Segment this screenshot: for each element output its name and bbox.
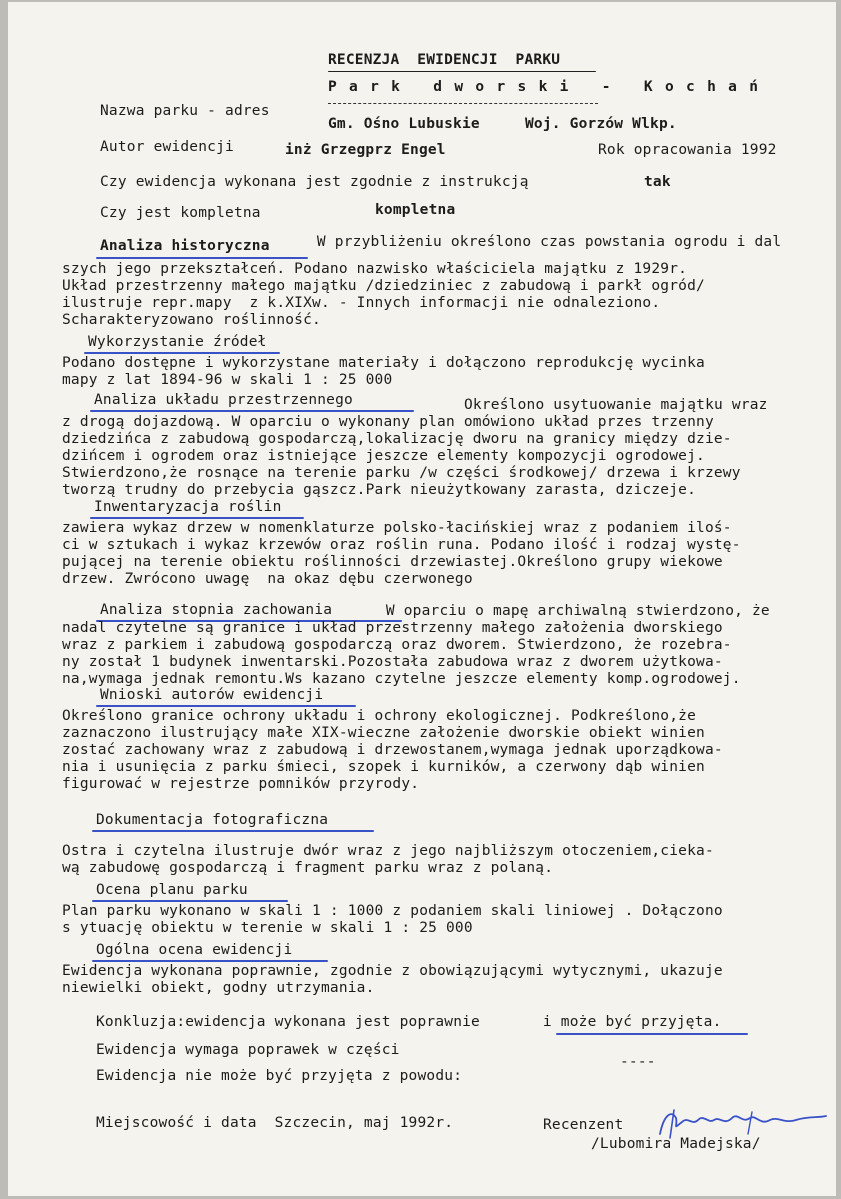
- text-line: Plan parku wykonano w skali 1 : 1000 z podaniem skali liniowej . Dołączono: [62, 903, 723, 919]
- text-line: dzińcem i ogrodem oraz istniejące jeszcze elementy kompozycji ogrodowej.: [62, 448, 705, 464]
- recenzent-label: Recenzent: [543, 1117, 624, 1133]
- section-underline: [96, 705, 356, 707]
- text-line: mapy z lat 1894-96 w skali 1 : 25 000: [62, 372, 393, 388]
- autor-label: Autor ewidencji: [100, 139, 234, 155]
- text-line: zaznaczono ilustrujący małe XIX-wieczne założenie dworskie obiekt winien: [62, 725, 705, 741]
- wojewodztwo: Woj. Gorzów Wlkp.: [525, 116, 677, 132]
- text-line: tworzą trudny do przebycia gąszcz.Park nieużytkowany zarasta, dziczeje.: [62, 482, 697, 498]
- text-line: niewielki obiekt, godny utrzymania.: [62, 980, 375, 996]
- text-line: W przybliżeniu określono czas powstania ogrodu i dal: [308, 234, 782, 250]
- text-line: dziedzińca z zabudową gospodarczą,lokalizację dworu na granicy między dzie-: [62, 431, 732, 447]
- konkluzja-underline: [556, 1033, 748, 1035]
- kompletna-label: Czy jest kompletna: [100, 205, 261, 221]
- park-name: P a r k d w o r s k i - K o c h a ń: [328, 79, 760, 95]
- kompletna-value: kompletna: [375, 202, 456, 218]
- konkluzja: Konkluzja:ewidencja wykonana jest poprawnie: [96, 1014, 480, 1030]
- title-underline: [328, 71, 596, 72]
- park-name-dashes: [328, 103, 598, 104]
- nazwa-label: Nazwa parku - adres: [100, 103, 270, 119]
- text-line: nadal czytelne są granice i układ przestrzenny małego założenia dworskiego: [62, 620, 723, 636]
- text-line: Określono granice ochrony układu i ochrony ekologicznej. Podkreślono,że: [62, 708, 697, 724]
- wymaga-poprawek: Ewidencja wymaga poprawek w części: [96, 1042, 400, 1058]
- text-line: szych jego przekształceń. Podano nazwisko właściciela majątku z 1929r.: [62, 261, 688, 277]
- text-line: z drogą dojazdową. W oparciu o wykonany plan omówiono układ przes trzenny: [62, 414, 714, 430]
- text-line: wą zabudowę gospodarczą i fragment parku wraz z polaną.: [62, 860, 554, 876]
- text-line: zawiera wykaz drzew w nomenklaturze polsko-łacińskiej wraz z podaniem iloś-: [62, 520, 732, 536]
- text-line: wraz z parkiem i zabudową gospodarczą oraz dworem. Stwierdzono, że rozebra-: [62, 637, 732, 653]
- gmina: Gm. Ośno Lubuskie: [328, 116, 480, 132]
- section-underline: [90, 410, 414, 412]
- section-heading-wnioski: Wnioski autorów ewidencji: [100, 687, 324, 703]
- text-line: ci w sztukach i wykaz krzewów oraz roślin runa. Podano ilość i rodzaj wystę-: [62, 537, 741, 553]
- text-line: pującej na terenie obiektu roślinności drzewiastej.Określono grupy wiekowe: [62, 554, 723, 570]
- section-underline: [90, 517, 304, 519]
- section-heading-ogolna: Ogólna ocena ewidencji: [96, 942, 293, 958]
- text-line: Stwierdzono,że rosnące na terenie parku /w części środkowej/ drzewa i krzewy: [62, 465, 741, 481]
- text-line: drzew. Zwrócono uwagę na okaz dębu czerwonego: [62, 571, 473, 587]
- zgodnie-value: tak: [644, 174, 671, 190]
- text-line: ny został 1 budynek inwentarski.Pozostała zabudowa wraz z dworem użytkowa-: [62, 654, 723, 670]
- text-line: Podano dostępne i wykorzystane materiały i dołączono reprodukcję wycinka: [62, 355, 705, 371]
- autor-value: inż Grzegprz Engel: [285, 142, 446, 158]
- miejscowosc-data: Miejscowość i data Szczecin, maj 1992r.: [96, 1115, 454, 1131]
- text-line: W oparciu o mapę archiwalną stwierdzono, że: [368, 603, 770, 619]
- signature: [652, 1104, 832, 1142]
- section-underline: [92, 900, 288, 902]
- section-underline: [96, 257, 308, 259]
- section-heading-foto: Dokumentacja fotograficzna: [96, 812, 329, 828]
- section-heading-zrodel: Wykorzystanie źródeł: [88, 334, 267, 350]
- konkluzja-tail: i może być przyjęta.: [534, 1014, 722, 1030]
- text-line: Ewidencja wykonana poprawnie, zgodnie z obowiązującymi wytycznymi, ukazuje: [62, 963, 723, 979]
- text-line: Scharakteryzowano roślinność.: [62, 312, 321, 328]
- nie-moze-byc-przyjeta: Ewidencja nie może być przyjęta z powodu:: [96, 1068, 463, 1084]
- document-title: RECENZJA EWIDENCJI PARKU: [328, 52, 561, 68]
- text-line: Ostra i czytelna ilustruje dwór wraz z jego najbliższym otoczeniem,cieka-: [62, 843, 714, 859]
- section-heading-historyczna: Analiza historyczna: [100, 238, 270, 254]
- section-underline: [84, 352, 280, 354]
- recenzent-name: /Lubomira Madejska/: [591, 1136, 761, 1152]
- text-line: nia i usunięcia z parku śmieci, szopek i kurników, a czerwony dąb winien: [62, 759, 705, 775]
- text-line: ilustruje repr.mapy z k.XIXw. - Innych informacji nie odnaleziono.: [62, 295, 661, 311]
- rok-label: Rok opracowania 1992: [598, 142, 777, 158]
- section-underline: [92, 830, 374, 832]
- text-line: Określono usytuowanie majątku wraz: [464, 397, 768, 413]
- text-line: figurować w rejestrze pomników przyrody.: [62, 776, 420, 792]
- section-heading-plan: Ocena planu parku: [96, 882, 248, 898]
- section-underline: [92, 960, 328, 962]
- text-line: Układ przestrzenny małego majątku /dziedziniec z zabudową i parkł ogród/: [62, 278, 705, 294]
- text-line: s ytuację obiektu w terenie w skali 1 : 25 000: [62, 920, 473, 936]
- zgodnie-label: Czy ewidencja wykonana jest zgodnie z instrukcją: [100, 174, 529, 190]
- section-heading-zachowania: Analiza stopnia zachowania: [100, 602, 333, 618]
- reason-dashes: ----: [620, 1054, 656, 1070]
- text-line: na,wymaga jednak remontu.Ws kazano czytelne jeszcze elementy komp.ogrodowej.: [62, 671, 741, 687]
- section-heading-przestrzennego: Analiza układu przestrzennego: [94, 392, 353, 408]
- text-line: zostać zachowany wraz z zabudową i drzewostanem,wymaga jednak uporządkowa-: [62, 742, 723, 758]
- document-page: [8, 2, 836, 1196]
- section-heading-inwentaryzacja: Inwentaryzacja roślin: [94, 499, 282, 515]
